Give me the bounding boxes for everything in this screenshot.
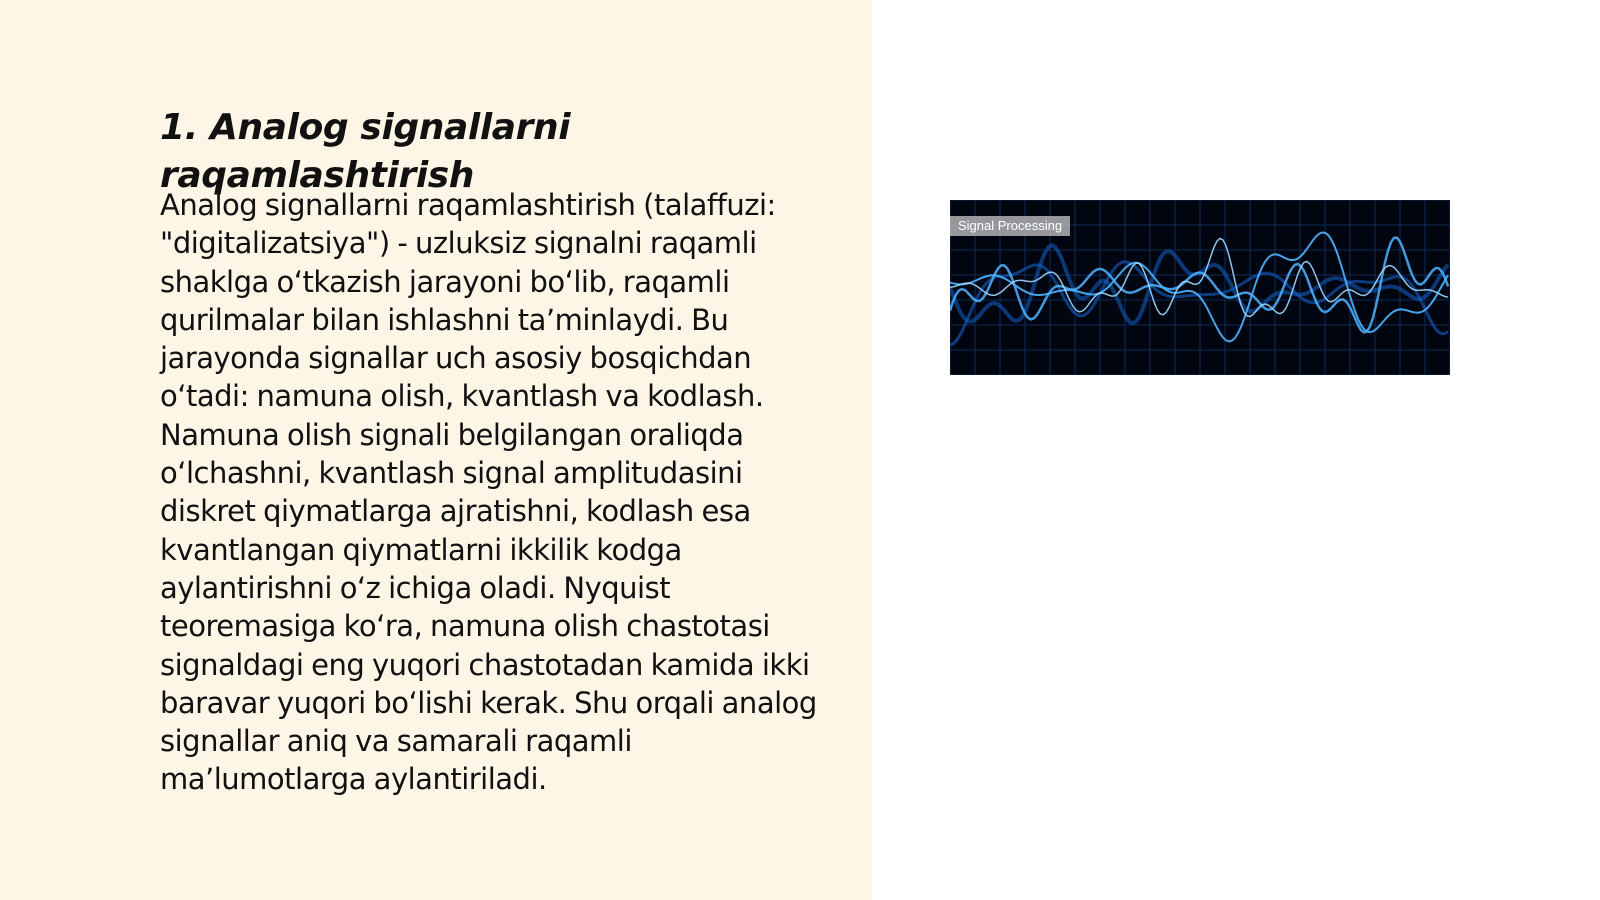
body-paragraph: Analog signallarni raqamlashtirish (talaffuzi: "digitalizatsiya") - uzluksiz signalni raqamli shaklga o‘tkazish jarayoni bo‘lib, raqamli qurilmalar bilan ishlashni ta’minlaydi. Bu jarayonda signallar uch asosiy bosqichdan o‘tadi: namuna olish, kvantlash va kodlash. Namuna olish signali belgilangan oraliqda o‘lchashni, kvantlash signal amplitudasini diskret qiymatlarga ajratishni, kodlash esa kvantlangan qiymatlarni ikkilik kodga aylantirishni o‘z ichiga oladi. Nyquist teoremasiga ko‘ra, namuna olish chastotasi signaldagi eng yuqori chastotadan kamida ikki baravar yuqori bo‘lishi kerak. Shu orqali analog signallar aniq va samarali raqamli ma’lumotlarga aylantiriladi.	[160, 188, 817, 797]
image-caption: Signal Processing	[950, 216, 1070, 236]
slide-title: 1. Analog signallarni raqamlashtirish	[160, 107, 571, 196]
signal-processing-image	[950, 200, 1450, 375]
